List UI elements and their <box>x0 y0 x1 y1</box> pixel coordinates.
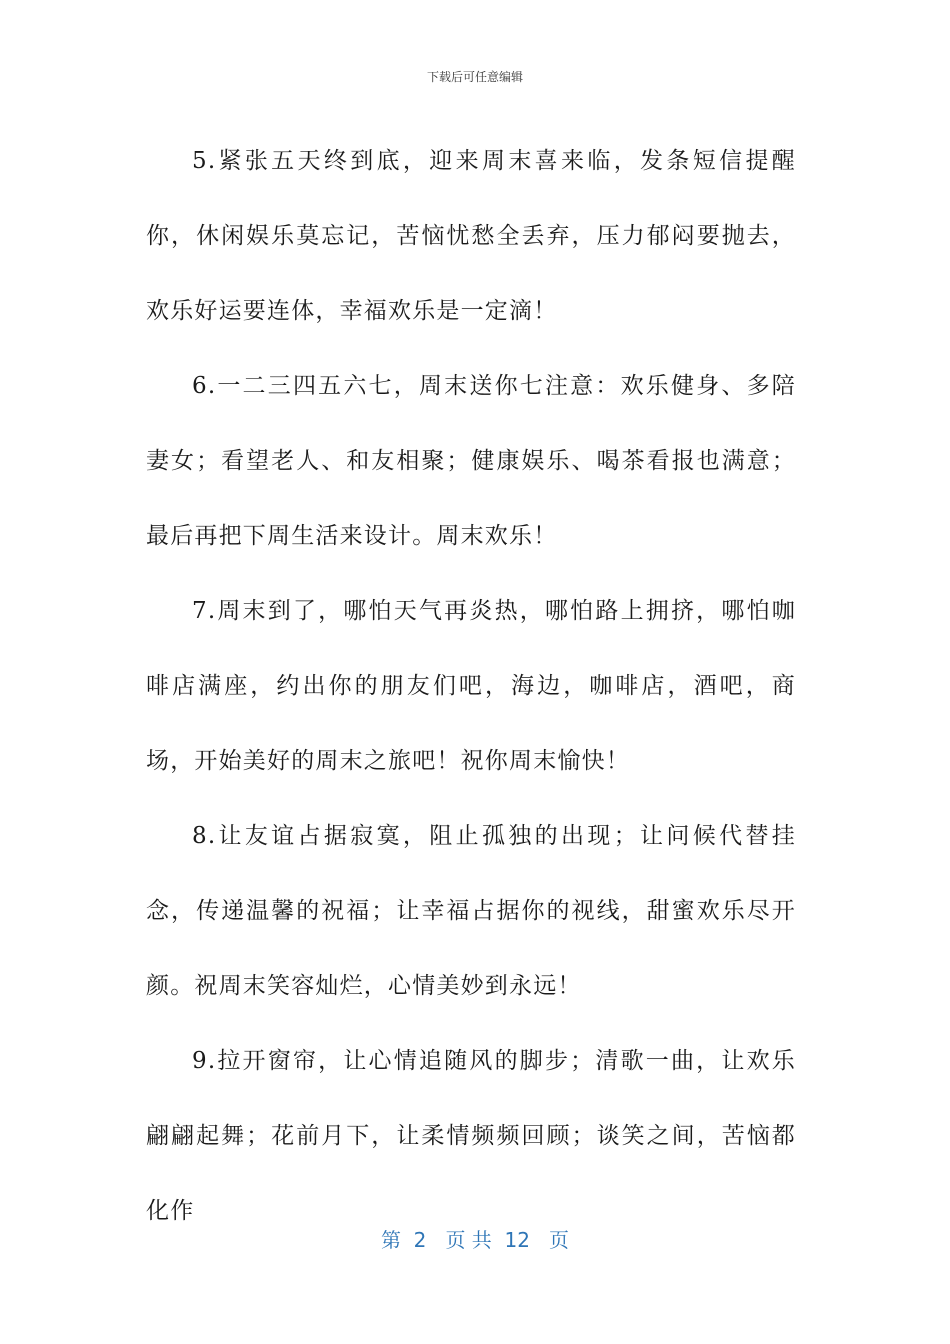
paragraph-5: 5.紧张五天终到底，迎来周末喜来临，发条短信提醒你，休闲娱乐莫忘记，苦恼忧愁全丢弃，压力郁闷要抛去，欢乐好运要连体，幸福欢乐是一定滴！ <box>146 148 796 324</box>
header-note: 下载后可任意编辑 <box>426 70 523 84</box>
paragraph-6: 6.一二三四五六七，周末送你七注意：欢乐健身、多陪妻女；看望老人、和友相聚；健康娱乐、喝茶看报也满意；最后再把下周生活来设计。周末欢乐！ <box>146 373 796 549</box>
page-number: 第 2 页 共 12 页 <box>380 1228 570 1252</box>
paragraph-7: 7.周末到了，哪怕天气再炎热，哪怕路上拥挤，哪怕咖啡店满座，约出你的朋友们吧，海边，咖啡店，酒吧，商场，开始美好的周末之旅吧！祝你周末愉快！ <box>146 598 796 774</box>
paragraph-9: 9.拉开窗帘，让心情追随风的脚步；清歌一曲，让欢乐翩翩起舞；花前月下，让柔情频频回顾；谈笑之间，苦恼都化作 <box>146 1048 796 1224</box>
document-body <box>146 124 796 1249</box>
paragraph-8: 8.让友谊占据寂寞，阻止孤独的出现；让问候代替挂念，传递温馨的祝福；让幸福占据你的视线，甜蜜欢乐尽开颜。祝周末笑容灿烂，心情美妙到永远！ <box>146 823 796 999</box>
